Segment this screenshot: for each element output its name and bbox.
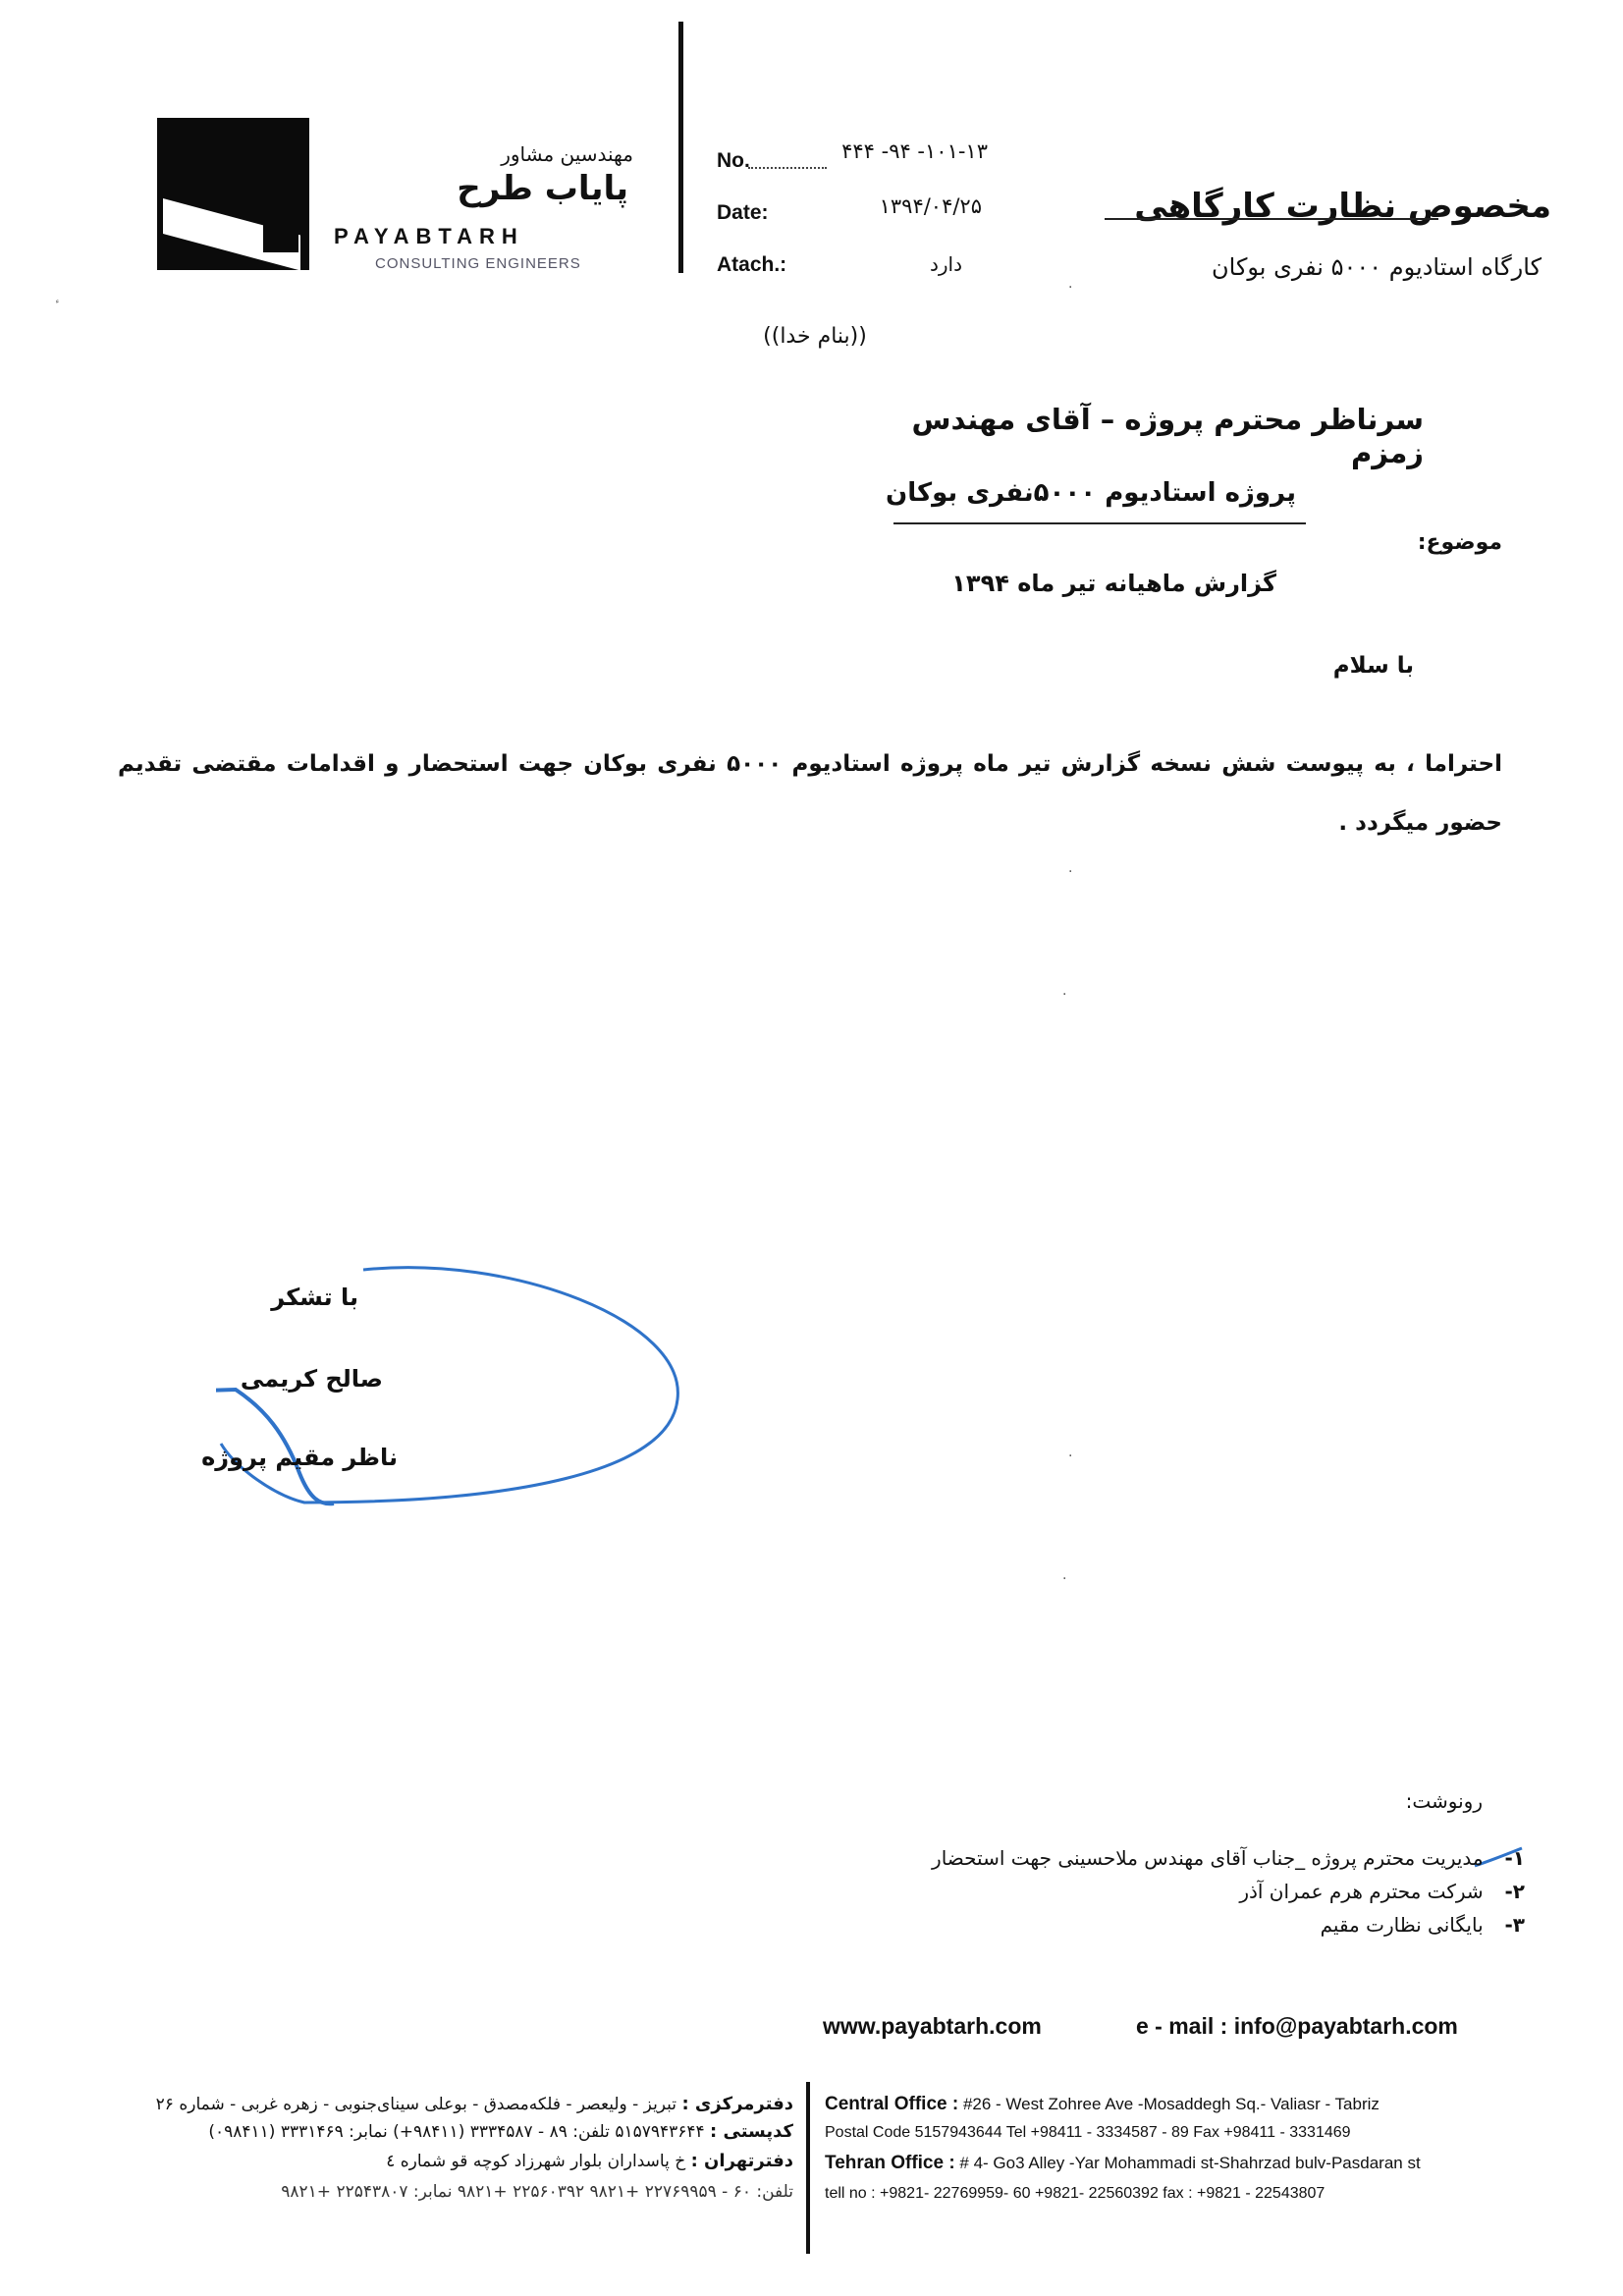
fa-tehran-phone-line: تلفن: ۶۰ - ۲۲۷۶۹۹۵۹ +۹۸۲۱ ۲۲۵۶۰۳۹۲ +۹۸۲۱ نمابر: ۲۲۵۴۳۸۰۷ +۹۸۲۱ <box>281 2182 793 2202</box>
cc-title: رونوشت: <box>1405 1789 1483 1813</box>
project-underline <box>893 522 1306 524</box>
fa-tehran-label: دفترتهران : <box>690 2151 793 2171</box>
cc-item <box>838 1846 1525 1870</box>
cc-item-number: ۳- <box>1504 1913 1525 1937</box>
site-name: کارگاه استادیوم ۵۰۰۰ نفری بوکان <box>1212 253 1542 281</box>
fa-central-label: دفترمرکزی : <box>681 2094 793 2114</box>
firm-name-english: PAYABTARH <box>334 224 524 248</box>
fa-postal-label: کدپستی : <box>710 2121 793 2142</box>
tehran-phone-line: tell no : +9821- 22769959- 60 +9821- 22560392 fax : +9821 - 22543807 <box>825 2185 1325 2202</box>
project-name: پروژه استادیوم ۵۰۰۰نفری بوکان <box>886 478 1296 508</box>
attachment-value: دارد <box>929 252 962 276</box>
central-office-label: Central Office : <box>825 2094 959 2114</box>
firm-name-persian: پایاب طرح <box>457 169 628 208</box>
cc-item <box>838 1913 1525 1937</box>
cc-item-text: مدیریت محترم پروژه _جناب آقای مهندس ملاحسینی جهت استحضار <box>932 1846 1484 1870</box>
signer-role: ناظر مقیم پروژه <box>201 1444 398 1471</box>
fa-postal-line <box>59 2121 793 2142</box>
subject-label: موضوع: <box>1417 530 1502 555</box>
website-link[interactable]: www.payabtarh.com <box>823 2013 1042 2039</box>
firm-tagline: CONSULTING ENGINEERS <box>375 255 581 272</box>
fa-postal-value: ۵۱۵۷۹۴۳۶۴۴ تلفن: ۸۹ - ۳۳۳۴۵۸۷ (۹۸۴۱۱+) نمابر: ۳۳۳۱۴۶۹ (۰۹۸۴۱۱) <box>208 2122 705 2142</box>
letter-number-label: No. <box>717 149 750 172</box>
cc-item-text: شرکت محترم هرم عمران آذر <box>1239 1880 1484 1903</box>
central-office-line <box>825 2094 1380 2115</box>
scan-speck: · <box>1062 1571 1067 1587</box>
firm-subtitle: مهندسین مشاور <box>501 142 633 166</box>
body-paragraph: احتراما ، به پیوست شش نسخه گزارش تیر ماه پروژه استادیوم ۵۰۰۰ نفری بوکان جهت استحضار و اقدامات مقتضی تقدیم حضور میگردد . <box>118 751 1502 836</box>
scan-speck: · <box>1062 987 1067 1003</box>
letter-number-value: ۱۰۱-۱۳- ۹۴- ۴۴۴ <box>841 139 988 163</box>
email-link[interactable]: e - mail : info@payabtarh.com <box>1136 2013 1458 2039</box>
tehran-office-address: # 4- Go3 Alley -Yar Mohammadi st-Shahrzad bulv-Pasdaran st <box>959 2154 1421 2172</box>
subject: گزارش ماهیانه تیر ماه ۱۳۹۴ <box>951 570 1276 597</box>
header-divider <box>678 22 683 273</box>
attachment-label: Atach.: <box>717 253 787 276</box>
date-value: ۱۳۹۴/۰۴/۲۵ <box>879 194 982 218</box>
cc-item <box>838 1880 1525 1903</box>
greeting: با سلام <box>1332 653 1414 679</box>
basmala: ((بنام خدا)) <box>763 324 867 349</box>
footer-divider <box>806 2082 810 2254</box>
tehran-office-label: Tehran Office : <box>825 2153 955 2173</box>
signer-name: صالح کریمی <box>240 1365 383 1393</box>
scan-speck: · <box>1068 1449 1073 1464</box>
letter-number-dots <box>748 167 827 169</box>
fa-central-address: تبریز - ولیعصر - فلکه‌مصدق - بوعلی سینای‌جنوبی - زهره غربی - شماره ۲۶ <box>155 2095 677 2114</box>
closing-thanks: با تشکر <box>271 1284 358 1311</box>
special-title: مخصوص نظارت کارگاهی <box>1134 187 1551 226</box>
scan-speck: · <box>1068 864 1073 880</box>
fa-tehran-address: خ پاسداران بلوار شهرزاد کوچه قو شماره ٤ <box>386 2152 686 2171</box>
central-office-address: #26 - West Zohree Ave -Mosaddegh Sq.- Valiasr - Tabriz <box>962 2095 1380 2113</box>
special-title-underline <box>1105 218 1438 220</box>
recipient: سرناظر محترم پروژه – آقای مهندس زمزم <box>911 403 1424 469</box>
cc-item-text: بایگانی نظارت مقیم <box>1320 1913 1484 1937</box>
fa-central-line <box>59 2094 793 2114</box>
fa-tehran-line <box>59 2151 793 2171</box>
cc-item-number: ۱- <box>1504 1846 1525 1870</box>
firm-logo <box>157 118 309 270</box>
postal-line: Postal Code 5157943644 Tel +98411 - 3334587 - 89 Fax +98411 - 3331469 <box>825 2124 1351 2141</box>
cc-item-number: ۲- <box>1504 1880 1525 1903</box>
scan-speck: · <box>1068 280 1073 296</box>
date-label: Date: <box>717 201 769 224</box>
tehran-office-line <box>825 2153 1421 2174</box>
